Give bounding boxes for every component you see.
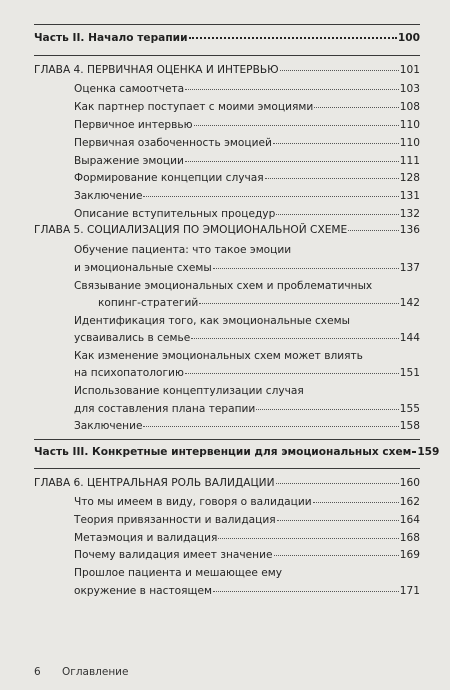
entry-title: Теория привязанности и валидация xyxy=(74,514,276,526)
top-rule xyxy=(34,24,420,25)
leader-dots xyxy=(273,143,399,144)
chapter-title: ГЛАВА 5. СОЦИАЛИЗАЦИЯ ПО ЭМОЦИОНАЛЬНОЙ СХЕМЕ xyxy=(34,224,348,236)
leader-dots xyxy=(314,107,399,108)
part-title: Часть II. Начало терапии xyxy=(34,32,188,44)
leader-dots xyxy=(194,125,399,126)
leader-dots xyxy=(348,230,399,231)
part-title: Часть III. Конкретные интервенции для эмоциональных схем xyxy=(34,446,412,458)
leader-dots xyxy=(218,538,398,539)
entry-first-line: Как изменение эмоциональных схем может влиять xyxy=(74,350,363,362)
toc-chapter-4[interactable] xyxy=(34,64,420,76)
entry-title: Выражение эмоции xyxy=(74,155,184,167)
entry-title: окружение в настоящем xyxy=(74,585,212,597)
toc-entry[interactable] xyxy=(74,403,420,415)
toc-part-2[interactable] xyxy=(34,32,420,44)
page-number: 164 xyxy=(399,514,420,526)
page-number: 142 xyxy=(399,297,420,309)
leader-dots xyxy=(143,196,398,197)
page-number: 132 xyxy=(399,208,420,220)
toc-entry[interactable] xyxy=(74,101,420,113)
leader-dots xyxy=(276,214,398,215)
entry-first-line: Связывание эмоциональных схем и проблематичных xyxy=(74,280,373,292)
leader-dots xyxy=(213,268,399,269)
page-footer xyxy=(34,666,146,678)
page-number: 103 xyxy=(399,83,420,95)
rule xyxy=(34,468,420,469)
page-number: 160 xyxy=(399,477,420,489)
footer-page-number: 6 xyxy=(34,666,41,678)
toc-entry[interactable] xyxy=(74,532,420,544)
page-number: 100 xyxy=(397,32,420,44)
page-number: 158 xyxy=(399,420,420,432)
leader-dots xyxy=(213,591,399,592)
entry-title: Как партнер поступает с моими эмоциями xyxy=(74,101,314,113)
leader-dots xyxy=(185,161,399,162)
entry-first-line: Прошлое пациента и мешающее ему xyxy=(74,567,283,579)
toc-entry[interactable] xyxy=(74,332,420,344)
leader-dots xyxy=(199,303,399,304)
page-number: 162 xyxy=(399,496,420,508)
toc-entry[interactable] xyxy=(74,172,420,184)
toc-entry[interactable] xyxy=(74,549,420,561)
leader-dots xyxy=(191,338,399,339)
toc-entry[interactable] xyxy=(74,119,420,131)
toc-entry[interactable] xyxy=(74,297,420,309)
toc-entry[interactable] xyxy=(74,496,420,508)
toc-entry[interactable] xyxy=(74,262,420,274)
page-number: 171 xyxy=(399,585,420,597)
rule xyxy=(34,439,420,440)
toc-chapter-6[interactable] xyxy=(34,477,420,489)
toc-entry[interactable] xyxy=(74,155,420,167)
leader-dots xyxy=(280,70,399,71)
page-number: 168 xyxy=(399,532,420,544)
entry-title: Первичная озабоченность эмоцией xyxy=(74,137,272,149)
page-number: 131 xyxy=(399,190,420,202)
page-number: 101 xyxy=(399,64,420,76)
toc-entry[interactable] xyxy=(74,420,420,432)
page-number: 151 xyxy=(399,367,420,379)
page-number: 128 xyxy=(399,172,420,184)
entry-first-line: Использование концептулизации случая xyxy=(74,385,304,397)
page-number: 108 xyxy=(399,101,420,113)
page-number: 136 xyxy=(399,224,420,236)
entry-title: Что мы имеем в виду, говоря о валидации xyxy=(74,496,312,508)
leader-dots xyxy=(185,89,399,90)
chapter-title: ГЛАВА 4. ПЕРВИЧНАЯ ОЦЕНКА И ИНТЕРВЬЮ xyxy=(34,64,279,76)
leader-dots xyxy=(274,555,399,556)
leader-dots xyxy=(265,178,399,179)
entry-title: Формирование концепции случая xyxy=(74,172,264,184)
entry-title: копинг-стратегий xyxy=(98,297,199,309)
entry-title: на психопатологию xyxy=(74,367,184,379)
entry-title: Метаэмоция и валидация xyxy=(74,532,218,544)
footer-section-title: Оглавление xyxy=(62,666,129,678)
entry-title: Описание вступительных процедур xyxy=(74,208,276,220)
entry-title: для составления плана терапии xyxy=(74,403,256,415)
entry-first-line: Идентификация того, как эмоциональные схемы xyxy=(74,315,350,327)
page-number: 110 xyxy=(399,137,420,149)
rule xyxy=(34,55,420,56)
page-number: 155 xyxy=(399,403,420,415)
leader-dots xyxy=(412,451,416,453)
toc-chapter-5[interactable] xyxy=(34,224,420,236)
entry-title: Почему валидация имеет значение xyxy=(74,549,273,561)
toc-entry[interactable] xyxy=(74,137,420,149)
toc-part-3[interactable] xyxy=(34,446,440,458)
toc-entry[interactable] xyxy=(74,585,420,597)
toc-entry[interactable] xyxy=(74,514,420,526)
page-number: 144 xyxy=(399,332,420,344)
entry-title: Оценка самоотчета xyxy=(74,83,185,95)
page-number: 169 xyxy=(399,549,420,561)
leader-dots xyxy=(277,520,399,521)
leader-dots xyxy=(189,37,397,39)
leader-dots xyxy=(185,373,399,374)
entry-title: усваивались в семье xyxy=(74,332,191,344)
page-number: 111 xyxy=(399,155,420,167)
leader-dots xyxy=(256,409,398,410)
toc-entry[interactable] xyxy=(74,367,420,379)
entry-title: Заключение xyxy=(74,420,143,432)
page-number: 137 xyxy=(399,262,420,274)
chapter-title: ГЛАВА 6. ЦЕНТРАЛЬНАЯ РОЛЬ ВАЛИДАЦИИ xyxy=(34,477,275,489)
leader-dots xyxy=(313,502,399,503)
leader-dots xyxy=(143,426,398,427)
page-number: 159 xyxy=(417,446,440,458)
entry-first-line: Обучение пациента: что такое эмоции xyxy=(74,244,292,256)
toc-entry[interactable] xyxy=(74,208,420,220)
leader-dots xyxy=(276,483,399,484)
page-number: 110 xyxy=(399,119,420,131)
entry-title: Первичное интервью xyxy=(74,119,193,131)
entry-title: Заключение xyxy=(74,190,143,202)
entry-title: и эмоциональные схемы xyxy=(74,262,212,274)
toc-entry[interactable] xyxy=(74,190,420,202)
toc-entry[interactable] xyxy=(74,83,420,95)
